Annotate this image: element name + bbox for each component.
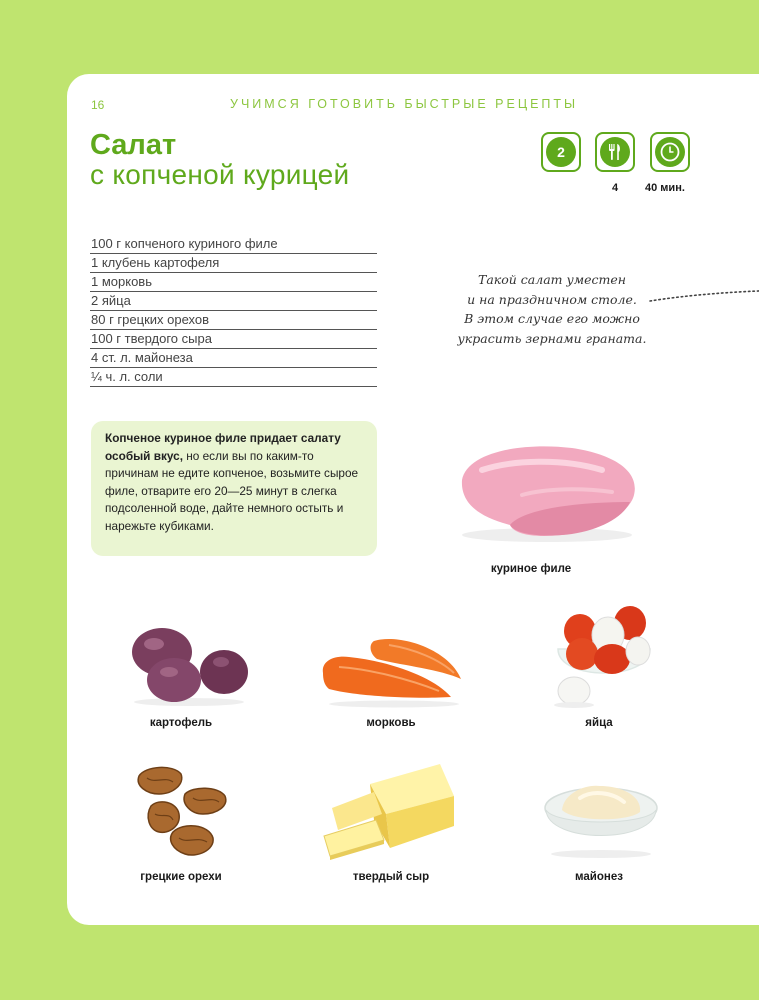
note-line: украсить зернами граната.: [457, 330, 647, 346]
potato-image: [129, 622, 249, 712]
recipe-subtitle: с копченой курицей: [90, 159, 350, 190]
dotted-pointer: [647, 286, 759, 306]
fork-knife-icon: [600, 137, 630, 167]
note-line: Такой салат уместен: [478, 272, 626, 287]
walnuts-image: [133, 764, 238, 869]
time-value: 40 мин.: [645, 182, 685, 194]
page-sheet: [67, 74, 759, 925]
carrot-image: [319, 629, 464, 714]
ingredient-item: 100 г твердого сыра: [90, 330, 377, 349]
handwritten-note: [452, 270, 652, 348]
ingredient-item: 100 г копченого куриного филе: [90, 235, 377, 254]
clock-icon: [655, 137, 685, 167]
caption-potato: картофель: [149, 717, 213, 729]
time-badge: [650, 132, 690, 172]
difficulty-value: 2: [557, 144, 565, 160]
caption-eggs: яйца: [585, 717, 613, 729]
mayonnaise-image: [542, 774, 660, 864]
ingredient-item: ¼ ч. л. соли: [90, 368, 377, 387]
chicken-fillet-image: [452, 440, 642, 550]
ingredient-item: 2 яйца: [90, 292, 377, 311]
servings-badge: [595, 132, 635, 172]
difficulty-icon: [546, 137, 576, 167]
note-line: В этом случае его можно: [464, 311, 640, 326]
difficulty-badge: [541, 132, 581, 172]
ingredient-item: 1 морковь: [90, 273, 377, 292]
ingredient-list: [90, 235, 377, 387]
tip-lead: Копченое куриное филе придает салату особый вкус,: [105, 431, 341, 463]
tip-box: [91, 421, 377, 556]
recipe-title: Салат: [90, 129, 177, 161]
page-number: 16: [91, 98, 105, 112]
running-head: УЧИМСЯ ГОТОВИТЬ БЫСТРЫЕ РЕЦЕПТЫ: [230, 97, 579, 111]
ingredient-item: 1 клубень картофеля: [90, 254, 377, 273]
cheese-image: [322, 764, 457, 869]
servings-value: 4: [612, 182, 619, 194]
caption-cheese: твердый сыр: [352, 871, 430, 883]
note-line: и на праздничном столе.: [467, 291, 637, 307]
caption-chicken: куриное филе: [490, 563, 572, 575]
caption-carrot: морковь: [366, 717, 416, 729]
caption-walnuts: грецкие орехи: [140, 871, 222, 883]
ingredient-item: 80 г грецких орехов: [90, 311, 377, 330]
eggs-image: [550, 599, 660, 716]
tip-text: но если вы по каким-то причинам не едите копченое, возьмите сырое филе, отварите его 20—25 минут в слегка подсоленной воде, дайте немного остыть и нарежьте кубиками.: [105, 448, 359, 533]
caption-mayo: майонез: [575, 871, 623, 883]
ingredient-item: 4 ст. л. майонеза: [90, 349, 377, 368]
